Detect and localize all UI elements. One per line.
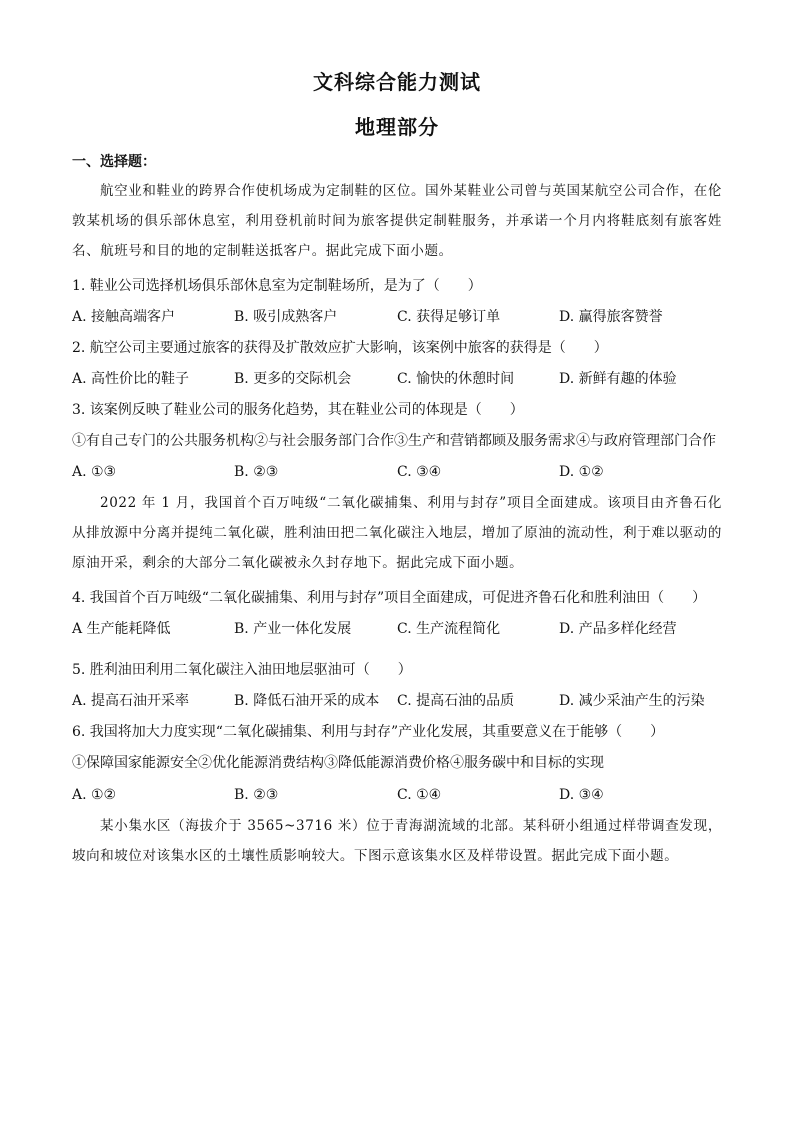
option-a[interactable]: A. 高性价比的鞋子	[72, 371, 190, 387]
option-b[interactable]: B. 降低石油开采的成本	[234, 693, 380, 709]
question-2-stem: 2. 航空公司主要通过旅客的获得及扩散效应扩大影响，该案例中旅客的获得是（ ）	[72, 340, 608, 356]
option-d[interactable]: D. ①②	[559, 464, 604, 480]
question-6-statements: ①保障国家能源安全②优化能源消费结构③降低能源消费价格④服务碳中和目标的实现	[72, 755, 604, 771]
passage-1	[72, 176, 722, 266]
passage-3-line: 和坡位对该集水区的土壤性质影响较大。下图示意该集水区及样带设置。据此完成下面小题。	[100, 848, 679, 864]
passage-3	[72, 811, 722, 871]
option-a[interactable]: A. ①③	[72, 464, 117, 480]
option-c[interactable]: C. ①④	[397, 787, 442, 803]
passage-2-line: 油开采，剩余的大部分二氧化碳被永久封存地下。据此完成下面小题。	[86, 555, 524, 571]
passage-1-line: 航空业和鞋业的跨界合作使机场成为定制鞋的区位。国外某鞋业公司曾与英国某航空公司合作，在伦	[100, 183, 722, 199]
option-d[interactable]: D. 赢得旅客赞誉	[559, 309, 663, 325]
question-1-stem: 1. 鞋业公司选择机场俱乐部休息室为定制鞋场所，是为了（ ）	[72, 278, 482, 294]
option-c[interactable]: C. 提高石油的品质	[397, 693, 515, 709]
question-5-stem: 5. 胜利油田利用二氧化碳注入油田地层驱油可（ ）	[72, 662, 412, 678]
exam-title: 文科综合能力测试	[313, 70, 481, 94]
option-a[interactable]: A 生产能耗降低	[72, 621, 171, 637]
option-c[interactable]: C. 获得足够订单	[397, 309, 501, 325]
passage-3-line: 某小集水区（海拔介于 3565~3716 米）位于青海湖流域的北部。某科研小组通过样带调查发现，坡向	[72, 818, 722, 864]
option-b[interactable]: B. ②③	[234, 464, 279, 480]
question-1-options	[72, 307, 732, 327]
question-3-statements: ①有自己专门的公共服务机构②与社会服务部门合作③生产和营销都顾及服务需求④与政府管理部门合作	[72, 433, 716, 449]
passage-2-line: 2022 年 1 月，我国首个百万吨级“二氧化碳捕集、利用与封存”项目全面建成。该项目由齐鲁石化从	[72, 495, 722, 541]
question-6-stem: 6. 我国将加大力度实现“二氧化碳捕集、利用与封存”产业化发展，其重要意义在于能够（ ）	[72, 724, 665, 740]
option-a[interactable]: A. ①②	[72, 787, 117, 803]
option-b[interactable]: B. 更多的交际机会	[234, 371, 352, 387]
passage-2-line: 排放源中分离并提纯二氧化碳，胜利油田把二氧化碳注入地层，增加了原油的流动性，利于难以驱动的原	[72, 525, 722, 571]
option-b[interactable]: B. ②③	[234, 787, 279, 803]
question-4-options	[72, 619, 732, 639]
question-4-stem: 4. 我国首个百万吨级“二氧化碳捕集、利用与封存”项目全面建成，可促进齐鲁石化和胜利油田（ ）	[72, 590, 707, 606]
option-c[interactable]: C. 愉快的休憩时间	[397, 371, 515, 387]
passage-1-line: 敦某机场的俱乐部休息室，利用登机前时间为旅客提供定制鞋服务，并承诺一个月内将鞋底刻有旅客姓名、	[72, 213, 722, 259]
question-6-options	[72, 785, 732, 805]
option-d[interactable]: D. ③④	[559, 787, 604, 803]
option-d[interactable]: D. 减少采油产生的污染	[559, 693, 705, 709]
option-d[interactable]: D. 新鲜有趣的体验	[559, 371, 677, 387]
option-a[interactable]: A. 提高石油开采率	[72, 693, 190, 709]
passage-1-line: 航班号和目的地的定制鞋送抵客户。据此完成下面小题。	[100, 243, 453, 259]
section-heading: 一、选择题：	[72, 154, 156, 170]
question-5-options	[72, 691, 732, 711]
exam-subtitle: 地理部分	[355, 115, 439, 139]
question-3-options	[72, 462, 732, 482]
option-a[interactable]: A. 接触高端客户	[72, 309, 176, 325]
option-c[interactable]: C. 生产流程简化	[397, 621, 501, 637]
question-3-stem: 3. 该案例反映了鞋业公司的服务化趋势，其在鞋业公司的体现是（ ）	[72, 402, 524, 418]
option-b[interactable]: B. 吸引成熟客户	[234, 309, 338, 325]
passage-2	[72, 488, 722, 578]
option-b[interactable]: B. 产业一体化发展	[234, 621, 352, 637]
question-2-options	[72, 369, 732, 389]
option-c[interactable]: C. ③④	[397, 464, 442, 480]
option-d[interactable]: D. 产品多样化经营	[559, 621, 677, 637]
